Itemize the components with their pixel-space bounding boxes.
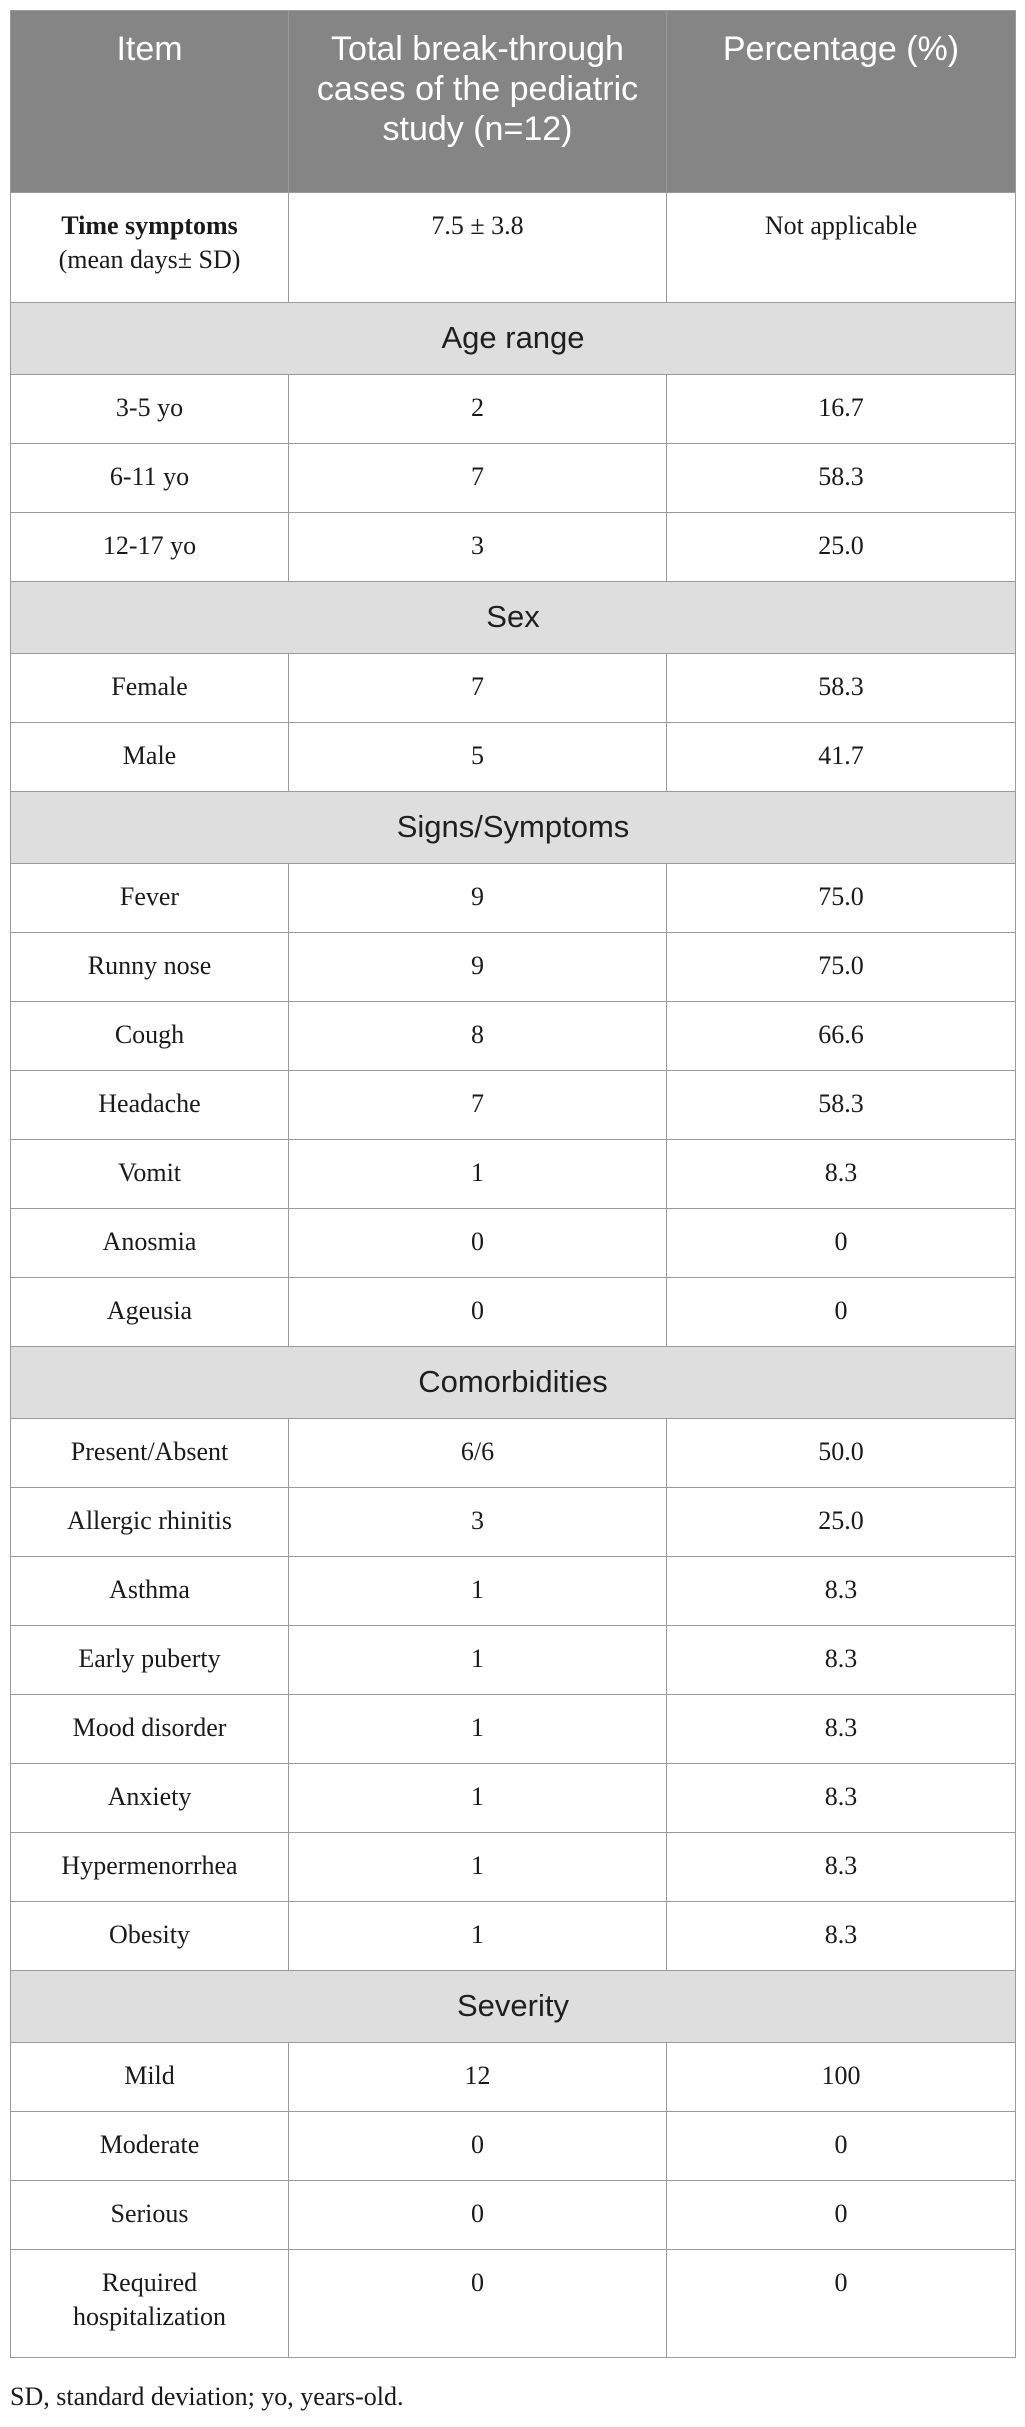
row-percent: 58.3 (667, 654, 1016, 723)
time-symptoms-value: 7.5 ± 3.8 (289, 193, 667, 303)
section-title-sex: Sex (11, 582, 1016, 654)
table-row (11, 723, 1016, 792)
table-row (11, 1764, 1016, 1833)
row-total: 0 (289, 2112, 667, 2181)
section-title-age: Age range (11, 303, 1016, 375)
row-percent: 8.3 (667, 1695, 1016, 1764)
row-item-line2: hospitalization (72, 2302, 227, 2331)
row-percent: 41.7 (667, 723, 1016, 792)
row-item: Anosmia (11, 1209, 289, 1278)
row-percent: 25.0 (667, 1488, 1016, 1557)
row-total: 3 (289, 513, 667, 582)
row-percent: 8.3 (667, 1902, 1016, 1971)
time-symptoms-label-bold: Time symptoms (61, 211, 238, 240)
header-percentage: Percentage (%) (667, 11, 1016, 193)
table-row (11, 1002, 1016, 1071)
table-row (11, 513, 1016, 582)
row-percent: 75.0 (667, 864, 1016, 933)
row-item: Mild (11, 2043, 289, 2112)
row-total: 12 (289, 2043, 667, 2112)
table-row-time-symptoms (11, 193, 1016, 303)
row-total: 9 (289, 864, 667, 933)
row-percent: 8.3 (667, 1140, 1016, 1209)
table-footnote: SD, standard deviation; yo, years-old. (10, 2382, 404, 2411)
row-total: 1 (289, 1764, 667, 1833)
header-item: Item (11, 11, 289, 193)
row-total: 7 (289, 1071, 667, 1140)
section-row-signs-symptoms (11, 792, 1016, 864)
table-row (11, 654, 1016, 723)
section-row-severity (11, 1971, 1016, 2043)
table-row (11, 1902, 1016, 1971)
row-item (11, 2250, 289, 2358)
row-percent: 0 (667, 1209, 1016, 1278)
table-row (11, 2043, 1016, 2112)
table-row (11, 864, 1016, 933)
row-total: 7 (289, 444, 667, 513)
row-item: 12-17 yo (11, 513, 289, 582)
row-item: Moderate (11, 2112, 289, 2181)
row-item: Serious (11, 2181, 289, 2250)
row-item: Vomit (11, 1140, 289, 1209)
row-item: Female (11, 654, 289, 723)
section-row-age (11, 303, 1016, 375)
row-total: 0 (289, 2181, 667, 2250)
table-row (11, 1419, 1016, 1488)
section-title-comorbidities: Comorbidities (11, 1347, 1016, 1419)
row-percent: 58.3 (667, 1071, 1016, 1140)
row-total: 6/6 (289, 1419, 667, 1488)
section-title-signs-symptoms: Signs/Symptoms (11, 792, 1016, 864)
row-item: Fever (11, 864, 289, 933)
row-percent: 16.7 (667, 375, 1016, 444)
row-item: 6-11 yo (11, 444, 289, 513)
table-row (11, 1695, 1016, 1764)
row-percent: 50.0 (667, 1419, 1016, 1488)
table-row (11, 1488, 1016, 1557)
row-item: Allergic rhinitis (11, 1488, 289, 1557)
row-total: 1 (289, 1557, 667, 1626)
row-item: Male (11, 723, 289, 792)
table-row (11, 933, 1016, 1002)
row-item: Headache (11, 1071, 289, 1140)
row-total: 0 (289, 1278, 667, 1347)
row-percent: 0 (667, 2181, 1016, 2250)
row-item: Hypermenorrhea (11, 1833, 289, 1902)
table-row (11, 375, 1016, 444)
row-item: Mood disorder (11, 1695, 289, 1764)
row-item: Obesity (11, 1902, 289, 1971)
table-row (11, 2112, 1016, 2181)
row-item: Anxiety (11, 1764, 289, 1833)
row-item: 3-5 yo (11, 375, 289, 444)
row-total: 9 (289, 933, 667, 1002)
data-table-container (10, 10, 1015, 2358)
section-row-sex (11, 582, 1016, 654)
row-total: 1 (289, 1140, 667, 1209)
row-total: 0 (289, 1209, 667, 1278)
row-total: 1 (289, 1833, 667, 1902)
time-symptoms-label (11, 193, 289, 303)
row-total: 1 (289, 1695, 667, 1764)
row-item: Early puberty (11, 1626, 289, 1695)
row-item: Cough (11, 1002, 289, 1071)
row-item: Present/Absent (11, 1419, 289, 1488)
row-total: 8 (289, 1002, 667, 1071)
table-row (11, 1833, 1016, 1902)
row-total: 0 (289, 2250, 667, 2358)
row-percent: 100 (667, 2043, 1016, 2112)
row-percent: 8.3 (667, 1626, 1016, 1695)
row-item: Ageusia (11, 1278, 289, 1347)
row-percent: 66.6 (667, 1002, 1016, 1071)
row-total: 5 (289, 723, 667, 792)
section-row-comorbidities (11, 1347, 1016, 1419)
table-row (11, 1071, 1016, 1140)
row-total: 7 (289, 654, 667, 723)
table-row-required-hospitalization (11, 2250, 1016, 2358)
row-percent: 0 (667, 1278, 1016, 1347)
row-item: Runny nose (11, 933, 289, 1002)
table-row (11, 1140, 1016, 1209)
row-percent: 8.3 (667, 1557, 1016, 1626)
table-row (11, 1209, 1016, 1278)
breakthrough-cases-table (10, 10, 1016, 2358)
row-total: 2 (289, 375, 667, 444)
row-item-line1: Required (101, 2268, 198, 2297)
table-row (11, 2181, 1016, 2250)
table-header-row (11, 11, 1016, 193)
row-percent: 0 (667, 2112, 1016, 2181)
row-percent: 75.0 (667, 933, 1016, 1002)
row-item: Asthma (11, 1557, 289, 1626)
table-row (11, 1626, 1016, 1695)
table-row (11, 1278, 1016, 1347)
time-symptoms-percent: Not applicable (667, 193, 1016, 303)
row-percent: 8.3 (667, 1833, 1016, 1902)
row-percent: 8.3 (667, 1764, 1016, 1833)
row-total: 1 (289, 1626, 667, 1695)
row-total: 3 (289, 1488, 667, 1557)
row-total: 1 (289, 1902, 667, 1971)
row-percent: 0 (667, 2250, 1016, 2358)
table-row (11, 1557, 1016, 1626)
time-symptoms-label-sub: (mean days± SD) (58, 245, 241, 274)
row-percent: 58.3 (667, 444, 1016, 513)
header-total-cases: Total break-through cases of the pediatric study (n=12) (289, 11, 667, 193)
row-percent: 25.0 (667, 513, 1016, 582)
section-title-severity: Severity (11, 1971, 1016, 2043)
table-row (11, 444, 1016, 513)
